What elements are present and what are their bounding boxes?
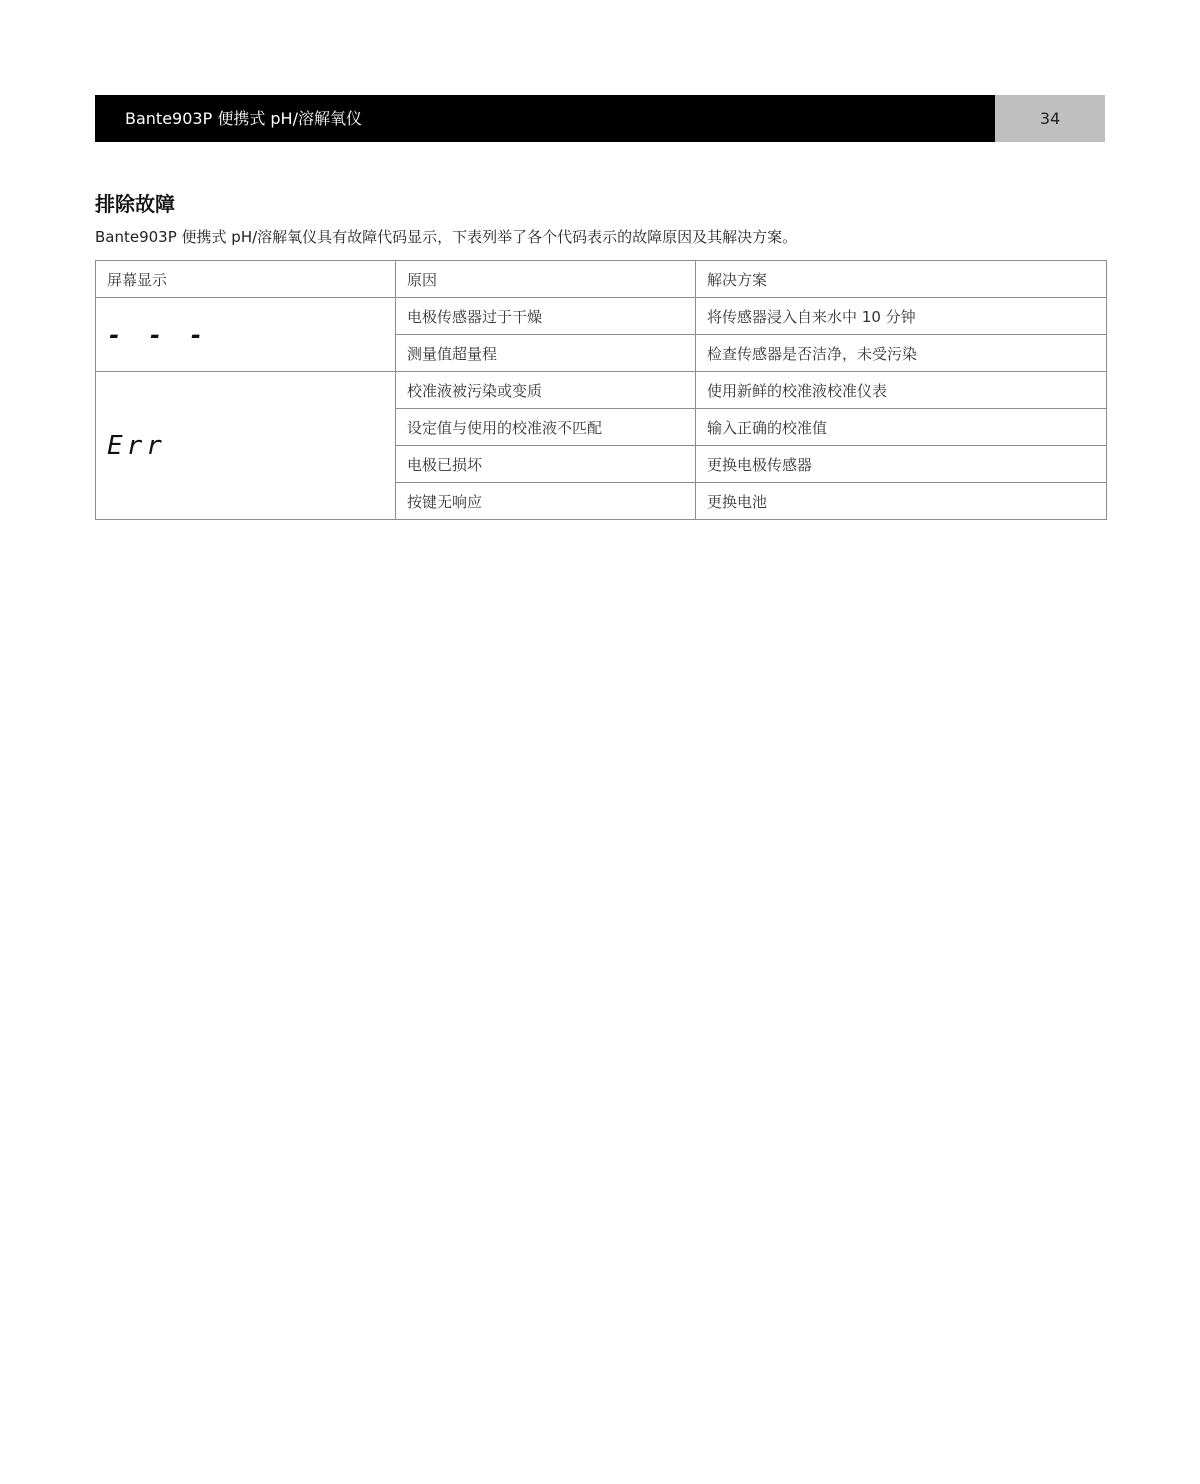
display-code-dashes <box>96 298 396 372</box>
display-code-err <box>96 372 396 520</box>
solution-cell: 输入正确的校准值 <box>696 409 1107 446</box>
table-row <box>96 372 1107 409</box>
header-display: 屏幕显示 <box>96 261 396 298</box>
solution-cell: 使用新鲜的校准液校准仪表 <box>696 372 1107 409</box>
cause-cell: 校准液被污染或变质 <box>396 372 696 409</box>
cause-cell: 测量值超量程 <box>396 335 696 372</box>
table-header-row <box>96 261 1107 298</box>
cause-cell: 设定值与使用的校准液不匹配 <box>396 409 696 446</box>
table-row <box>96 298 1107 335</box>
cause-cell: 电极传感器过于干燥 <box>396 298 696 335</box>
cause-cell: 电极已损坏 <box>396 446 696 483</box>
solution-cell: 更换电极传感器 <box>696 446 1107 483</box>
header-cause: 原因 <box>396 261 696 298</box>
solution-cell: 检查传感器是否洁净，未受污染 <box>696 335 1107 372</box>
solution-cell: 更换电池 <box>696 483 1107 520</box>
section-intro: Bante903P 便携式 pH/溶解氧仪具有故障代码显示，下表列举了各个代码表示的故障原因及其解决方案。 <box>95 228 798 246</box>
cause-cell: 按键无响应 <box>396 483 696 520</box>
section-title: 排除故障 <box>95 192 175 216</box>
solution-cell: 将传感器浸入自来水中 10 分钟 <box>696 298 1107 335</box>
header-title: Bante903P 便携式 pH/溶解氧仪 <box>95 95 995 142</box>
header-solution: 解决方案 <box>696 261 1107 298</box>
page-number: 34 <box>995 95 1105 142</box>
fault-code-table <box>95 260 1107 520</box>
lcd-dashes: - - - <box>107 320 210 349</box>
lcd-err: Err <box>107 430 166 461</box>
page-header <box>95 95 1105 142</box>
